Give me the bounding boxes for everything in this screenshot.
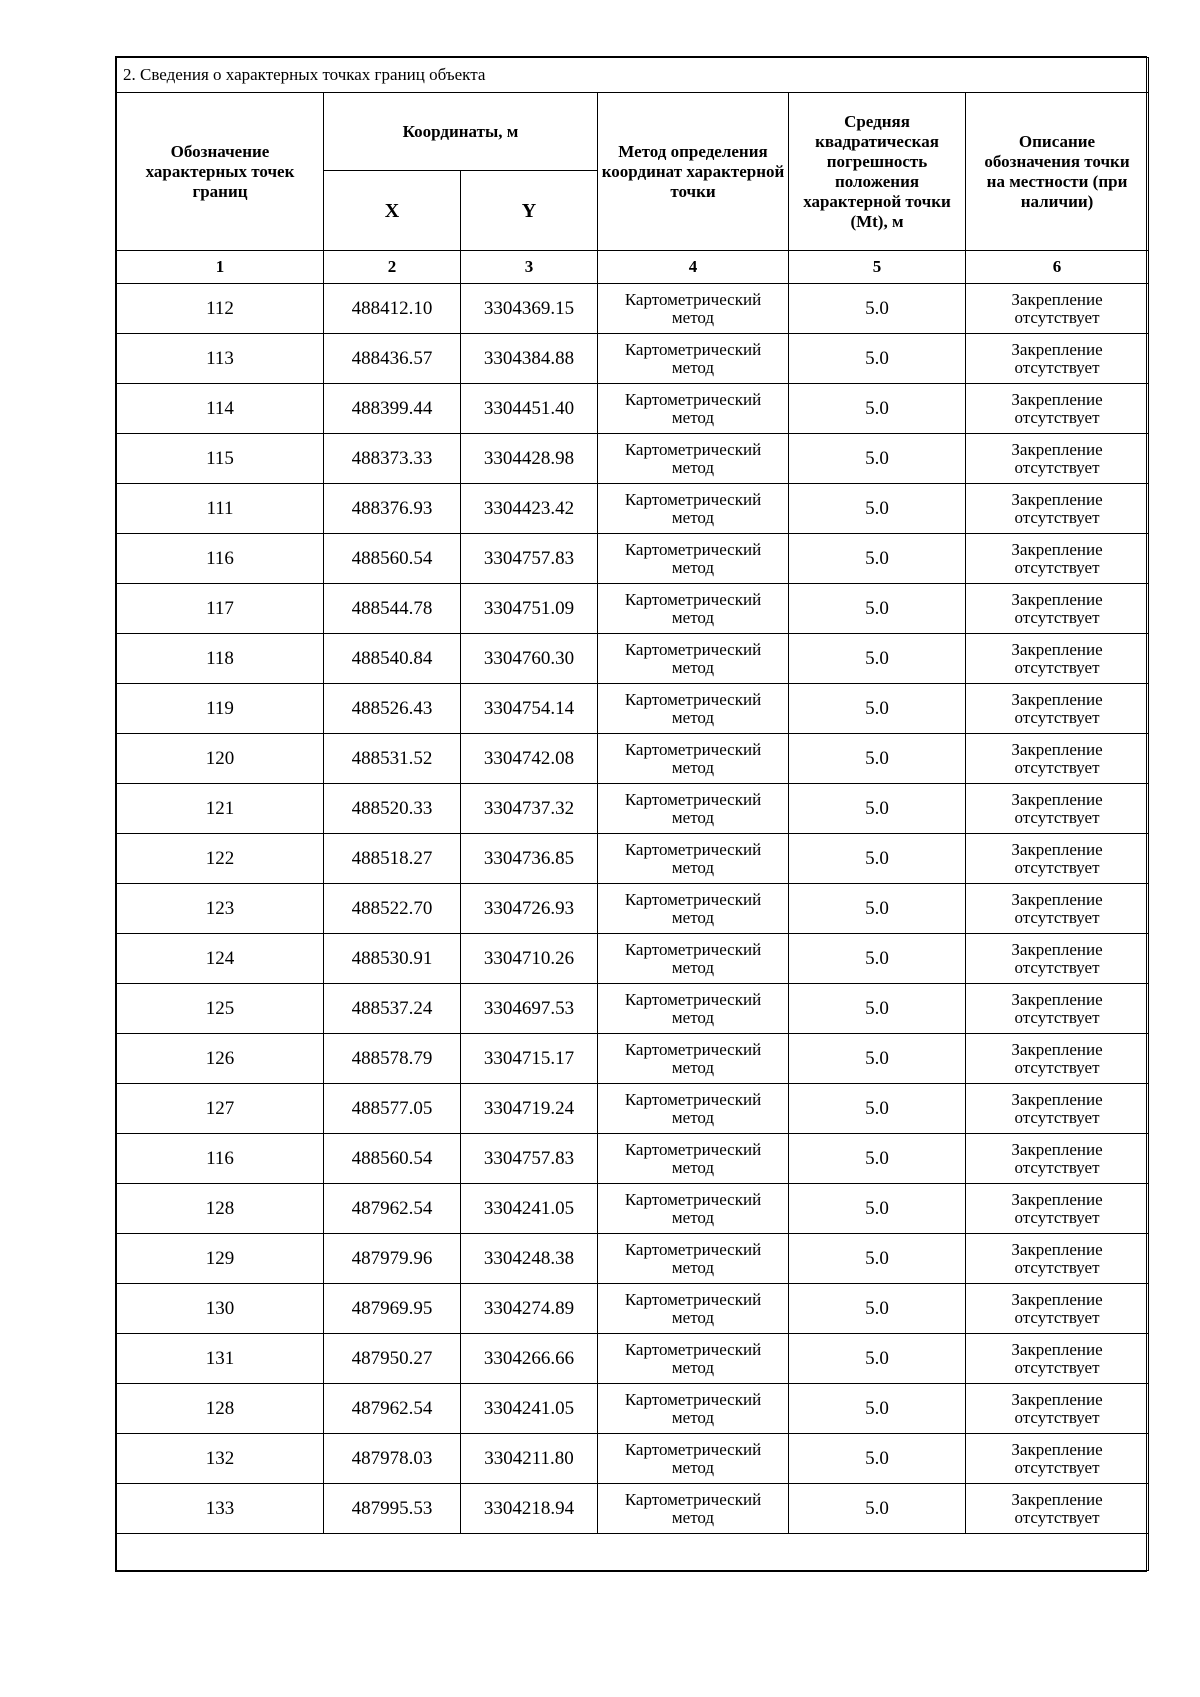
method-line-1: Картометрический [624,589,762,609]
coordinate-y: 3304211.80 [461,1434,598,1484]
point-description-line-1: Закрепление [1011,489,1103,509]
column-number: 2 [324,251,461,284]
coordinate-y: 3304266.66 [461,1334,598,1384]
point-number: 133 [117,1484,324,1534]
method-line-2: метод [671,1457,715,1477]
coordinate-x: 488526.43 [324,684,461,734]
point-number: 131 [117,1334,324,1384]
point-description-line-2: отсутствует [1014,1357,1100,1377]
method [598,1334,789,1384]
table-row [117,1234,1149,1284]
point-description-line-1: Закрепление [1011,1239,1103,1259]
header-description: Описание обозначения точки на местности (при наличии) [966,93,1149,251]
coordinate-y: 3304384.88 [461,334,598,384]
method-line-1: Картометрический [624,289,762,309]
mean-error: 5.0 [789,484,966,534]
coordinate-y: 3304423.42 [461,484,598,534]
point-description-line-2: отсутствует [1014,457,1100,477]
coordinate-y: 3304742.08 [461,734,598,784]
point-description-line-2: отсутствует [1014,1457,1100,1477]
point-description [966,634,1149,684]
point-description [966,984,1149,1034]
point-description-line-1: Закрепление [1011,889,1103,909]
method-line-1: Картометрический [624,1039,762,1059]
point-description-line-2: отсутствует [1014,607,1100,627]
table-row [117,1384,1149,1434]
point-description-line-1: Закрепление [1011,589,1103,609]
method [598,1384,789,1434]
method [598,784,789,834]
point-description [966,1184,1149,1234]
point-description-line-1: Закрепление [1011,739,1103,759]
point-description [966,784,1149,834]
method-line-2: метод [671,707,715,727]
point-number: 125 [117,984,324,1034]
point-description-line-2: отсутствует [1014,1257,1100,1277]
method [598,1234,789,1284]
point-description-line-1: Закрепление [1011,1089,1103,1109]
method-line-2: метод [671,1207,715,1227]
point-description [966,734,1149,784]
method-line-1: Картометрический [624,489,762,509]
method [598,934,789,984]
point-number: 122 [117,834,324,884]
document-page [115,56,1147,1572]
point-description [966,1334,1149,1384]
method [598,684,789,734]
point-description-line-1: Закрепление [1011,1439,1103,1459]
method-line-1: Картометрический [624,1489,762,1509]
point-description-line-2: отсутствует [1014,557,1100,577]
point-description [966,1384,1149,1434]
coordinate-x: 488531.52 [324,734,461,784]
coordinate-y: 3304241.05 [461,1184,598,1234]
coordinate-y: 3304369.15 [461,284,598,334]
point-description [966,1484,1149,1534]
mean-error: 5.0 [789,634,966,684]
point-number: 116 [117,534,324,584]
point-description-line-1: Закрепление [1011,839,1103,859]
coordinate-x: 487979.96 [324,1234,461,1284]
coordinate-y: 3304710.26 [461,934,598,984]
point-description-line-2: отсутствует [1014,857,1100,877]
boundary-points-table [116,57,1149,1571]
point-description [966,1134,1149,1184]
point-number: 111 [117,484,324,534]
table-row [117,1134,1149,1184]
mean-error: 5.0 [789,1384,966,1434]
point-description-line-1: Закрепление [1011,339,1103,359]
point-description-line-2: отсутствует [1014,957,1100,977]
mean-error: 5.0 [789,1234,966,1284]
point-description [966,684,1149,734]
method [598,284,789,334]
table-row [117,284,1149,334]
point-description-line-2: отсутствует [1014,1407,1100,1427]
method-line-1: Картометрический [624,689,762,709]
point-number: 120 [117,734,324,784]
point-description-line-1: Закрепление [1011,1389,1103,1409]
mean-error: 5.0 [789,734,966,784]
coordinate-x: 488530.91 [324,934,461,984]
table-footer-empty-row [117,1534,1149,1571]
mean-error: 5.0 [789,284,966,334]
mean-error: 5.0 [789,434,966,484]
table-row [117,584,1149,634]
mean-error: 5.0 [789,684,966,734]
mean-error: 5.0 [789,584,966,634]
method-line-2: метод [671,957,715,977]
table-row [117,984,1149,1034]
coordinate-x: 487978.03 [324,1434,461,1484]
method-line-2: метод [671,507,715,527]
method [598,884,789,934]
point-description-line-1: Закрепление [1011,1339,1103,1359]
mean-error: 5.0 [789,1134,966,1184]
coordinate-x: 488560.54 [324,534,461,584]
point-description [966,934,1149,984]
point-description-line-1: Закрепление [1011,289,1103,309]
coordinate-y: 3304451.40 [461,384,598,434]
point-description-line-2: отсутствует [1014,1057,1100,1077]
table-row [117,834,1149,884]
mean-error: 5.0 [789,1084,966,1134]
coordinate-x: 488537.24 [324,984,461,1034]
header-point-designation: Обозначение характерных точек границ [117,93,324,251]
method-line-2: метод [671,857,715,877]
point-description [966,1234,1149,1284]
method-line-1: Картометрический [624,639,762,659]
point-description-line-2: отсутствует [1014,507,1100,527]
method [598,1484,789,1534]
coordinate-y: 3304248.38 [461,1234,598,1284]
point-description-line-2: отсутствует [1014,407,1100,427]
coordinate-x: 487969.95 [324,1284,461,1334]
point-description-line-2: отсутствует [1014,1207,1100,1227]
method-line-1: Картометрический [624,889,762,909]
coordinate-x: 488520.33 [324,784,461,834]
table-row [117,634,1149,684]
point-number: 127 [117,1084,324,1134]
mean-error: 5.0 [789,1284,966,1334]
section-title: 2. Сведения о характерных точках границ объекта [117,58,1149,93]
method [598,534,789,584]
point-description-line-2: отсутствует [1014,657,1100,677]
point-description-line-1: Закрепление [1011,1289,1103,1309]
point-number: 128 [117,1184,324,1234]
coordinate-x: 488399.44 [324,384,461,434]
method [598,1284,789,1334]
method-line-2: метод [671,807,715,827]
mean-error: 5.0 [789,1184,966,1234]
mean-error: 5.0 [789,984,966,1034]
method [598,434,789,484]
method-line-1: Картометрический [624,539,762,559]
coordinate-x: 488376.93 [324,484,461,534]
table-row [117,1284,1149,1334]
point-number: 117 [117,584,324,634]
mean-error: 5.0 [789,1334,966,1384]
mean-error: 5.0 [789,1484,966,1534]
method-line-2: метод [671,757,715,777]
coordinate-y: 3304737.32 [461,784,598,834]
method-line-2: метод [671,1307,715,1327]
coordinate-x: 488412.10 [324,284,461,334]
point-description-line-2: отсутствует [1014,1107,1100,1127]
point-description [966,334,1149,384]
point-number: 116 [117,1134,324,1184]
point-number: 130 [117,1284,324,1334]
method-line-1: Картометрический [624,739,762,759]
point-description-line-1: Закрепление [1011,1139,1103,1159]
method-line-1: Картометрический [624,1389,762,1409]
coordinate-y: 3304715.17 [461,1034,598,1084]
coordinate-x: 488577.05 [324,1084,461,1134]
method [598,734,789,784]
coordinate-y: 3304757.83 [461,534,598,584]
method-line-1: Картометрический [624,1439,762,1459]
method-line-2: метод [671,907,715,927]
coordinate-y: 3304736.85 [461,834,598,884]
method-line-2: метод [671,407,715,427]
method-line-1: Картометрический [624,339,762,359]
point-number: 129 [117,1234,324,1284]
point-description-line-2: отсутствует [1014,1307,1100,1327]
table-body [117,284,1149,1534]
point-number: 118 [117,634,324,684]
point-description-line-2: отсутствует [1014,1507,1100,1527]
point-description [966,1084,1149,1134]
point-description-line-1: Закрепление [1011,639,1103,659]
mean-error: 5.0 [789,384,966,434]
point-description [966,434,1149,484]
header-x: X [324,171,461,251]
point-description [966,834,1149,884]
point-description-line-2: отсутствует [1014,357,1100,377]
point-description-line-1: Закрепление [1011,689,1103,709]
point-description-line-2: отсутствует [1014,307,1100,327]
point-description [966,1434,1149,1484]
coordinate-y: 3304757.83 [461,1134,598,1184]
coordinate-x: 488540.84 [324,634,461,684]
point-number: 119 [117,684,324,734]
method [598,334,789,384]
point-number: 115 [117,434,324,484]
coordinate-y: 3304719.24 [461,1084,598,1134]
mean-error: 5.0 [789,834,966,884]
column-number: 4 [598,251,789,284]
coordinate-y: 3304241.05 [461,1384,598,1434]
point-description-line-1: Закрепление [1011,1189,1103,1209]
point-description-line-1: Закрепление [1011,1489,1103,1509]
method-line-2: метод [671,1157,715,1177]
header-method: Метод определения координат характерной точки [598,93,789,251]
method [598,384,789,434]
column-number: 1 [117,251,324,284]
point-description-line-2: отсутствует [1014,807,1100,827]
mean-error: 5.0 [789,1034,966,1084]
point-description-line-1: Закрепление [1011,989,1103,1009]
point-description [966,1284,1149,1334]
method [598,984,789,1034]
mean-error: 5.0 [789,784,966,834]
point-number: 112 [117,284,324,334]
point-description [966,284,1149,334]
table-row [117,1034,1149,1084]
method-line-1: Картометрический [624,1189,762,1209]
coordinate-x: 487962.54 [324,1184,461,1234]
point-number: 126 [117,1034,324,1084]
header-y: Y [461,171,598,251]
method-line-1: Картометрический [624,389,762,409]
table-row [117,1434,1149,1484]
method-line-2: метод [671,1257,715,1277]
table-row [117,1484,1149,1534]
coordinate-y: 3304751.09 [461,584,598,634]
point-number: 121 [117,784,324,834]
table-row [117,434,1149,484]
header-mean-error: Средняя квадратическая погрешность положения характерной точки (Mt), м [789,93,966,251]
method-line-2: метод [671,1357,715,1377]
table-row [117,684,1149,734]
method [598,1434,789,1484]
method-line-2: метод [671,657,715,677]
method [598,1084,789,1134]
coordinate-x: 488578.79 [324,1034,461,1084]
point-number: 124 [117,934,324,984]
point-description-line-1: Закрепление [1011,1039,1103,1059]
mean-error: 5.0 [789,334,966,384]
point-number: 114 [117,384,324,434]
method-line-1: Картометрический [624,439,762,459]
point-number: 132 [117,1434,324,1484]
method-line-2: метод [671,607,715,627]
method-line-2: метод [671,1107,715,1127]
table-row [117,734,1149,784]
method-line-1: Картометрический [624,989,762,1009]
column-number: 5 [789,251,966,284]
point-description-line-1: Закрепление [1011,539,1103,559]
method-line-1: Картометрический [624,939,762,959]
point-description [966,584,1149,634]
method-line-2: метод [671,457,715,477]
method-line-1: Картометрический [624,1139,762,1159]
table-row [117,1184,1149,1234]
method-line-2: метод [671,1407,715,1427]
coordinate-y: 3304428.98 [461,434,598,484]
header-coordinates: Координаты, м [324,93,598,171]
method [598,634,789,684]
method [598,1134,789,1184]
method-line-1: Картометрический [624,839,762,859]
point-description-line-2: отсутствует [1014,907,1100,927]
point-description-line-1: Закрепление [1011,389,1103,409]
coordinate-x: 488436.57 [324,334,461,384]
point-description-line-1: Закрепление [1011,439,1103,459]
point-description [966,484,1149,534]
method-line-2: метод [671,1507,715,1527]
mean-error: 5.0 [789,534,966,584]
point-description-line-2: отсутствует [1014,1157,1100,1177]
method-line-1: Картометрический [624,1089,762,1109]
table-row [117,384,1149,434]
coordinate-x: 487950.27 [324,1334,461,1384]
point-number: 128 [117,1384,324,1434]
point-description [966,384,1149,434]
method-line-1: Картометрический [624,1239,762,1259]
point-number: 123 [117,884,324,934]
table-row [117,784,1149,834]
coordinate-y: 3304218.94 [461,1484,598,1534]
column-number: 6 [966,251,1149,284]
method-line-1: Картометрический [624,789,762,809]
table-row [117,1334,1149,1384]
method-line-2: метод [671,557,715,577]
method [598,1184,789,1234]
point-description-line-2: отсутствует [1014,757,1100,777]
table-row [117,484,1149,534]
point-description [966,534,1149,584]
point-number: 113 [117,334,324,384]
coordinate-x: 487995.53 [324,1484,461,1534]
table-row [117,334,1149,384]
coordinate-x: 488544.78 [324,584,461,634]
point-description-line-2: отсутствует [1014,1007,1100,1027]
coordinate-x: 488560.54 [324,1134,461,1184]
point-description-line-1: Закрепление [1011,939,1103,959]
method [598,484,789,534]
column-number: 3 [461,251,598,284]
coordinate-x: 488522.70 [324,884,461,934]
coordinate-y: 3304726.93 [461,884,598,934]
point-description [966,884,1149,934]
coordinate-x: 488518.27 [324,834,461,884]
mean-error: 5.0 [789,934,966,984]
method [598,584,789,634]
method [598,1034,789,1084]
coordinate-y: 3304274.89 [461,1284,598,1334]
method-line-2: метод [671,357,715,377]
coordinate-y: 3304754.14 [461,684,598,734]
table-row [117,934,1149,984]
method-line-1: Картометрический [624,1339,762,1359]
method-line-1: Картометрический [624,1289,762,1309]
coordinate-y: 3304697.53 [461,984,598,1034]
method-line-2: метод [671,1007,715,1027]
method-line-2: метод [671,1057,715,1077]
coordinate-x: 487962.54 [324,1384,461,1434]
point-description-line-1: Закрепление [1011,789,1103,809]
coordinate-x: 488373.33 [324,434,461,484]
point-description [966,1034,1149,1084]
point-description-line-2: отсутствует [1014,707,1100,727]
table-row [117,884,1149,934]
method-line-2: метод [671,307,715,327]
table-row [117,1084,1149,1134]
method [598,834,789,884]
table-row [117,534,1149,584]
coordinate-y: 3304760.30 [461,634,598,684]
mean-error: 5.0 [789,884,966,934]
mean-error: 5.0 [789,1434,966,1484]
